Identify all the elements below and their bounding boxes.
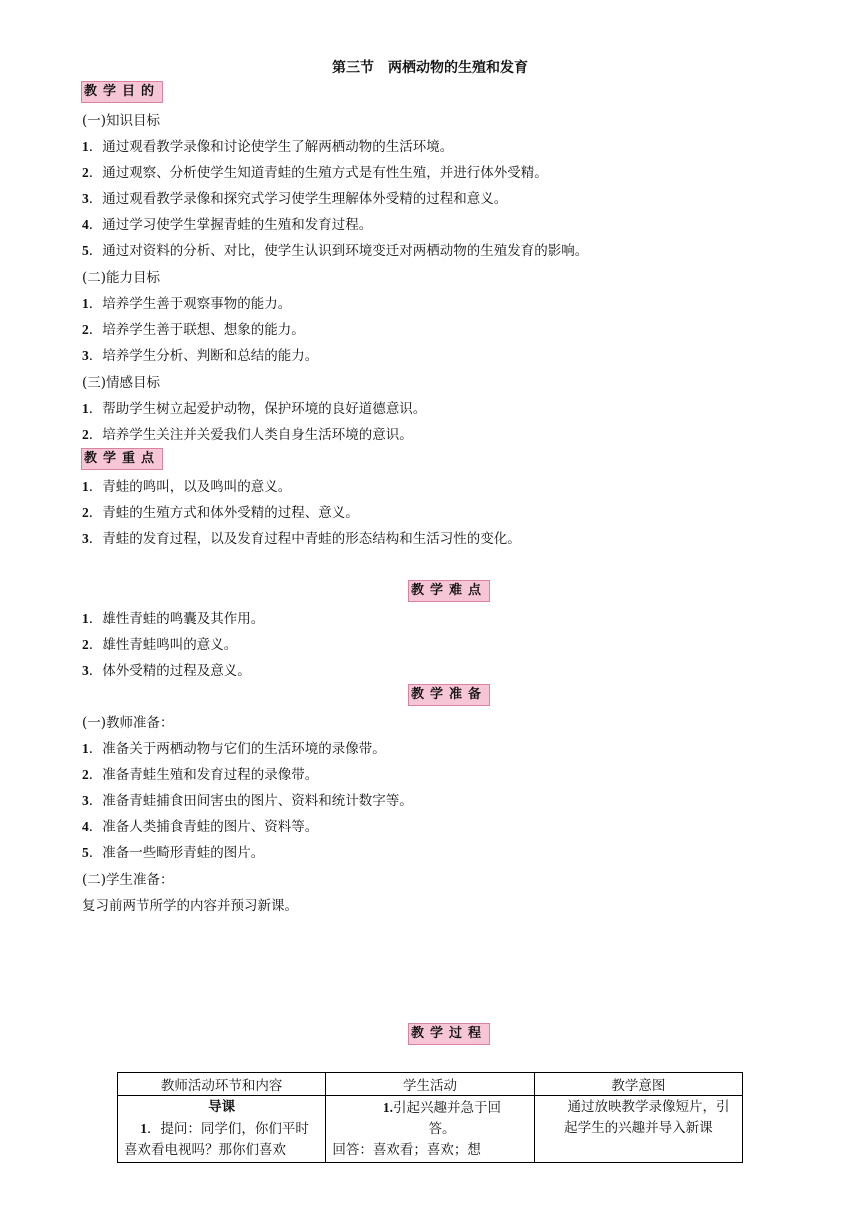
teacher-prep-title: (一)教师准备： bbox=[82, 715, 174, 731]
table-cell-student bbox=[326, 1096, 534, 1163]
list-item: 1．通过观看教学录像和讨论使学生了解两栖动物的生活环境。 bbox=[82, 139, 454, 155]
list-item: 3．准备青蛙捕食田间害虫的图片、资料和统计数字等。 bbox=[82, 793, 413, 809]
heading-key-points: 教学重点 bbox=[81, 448, 163, 470]
student-prep-text: 复习前两节所学的内容并预习新课。 bbox=[82, 898, 298, 914]
list-item: 1．帮助学生树立起爱护动物，保护环境的良好道德意识。 bbox=[82, 401, 427, 417]
emotion-title: (三)情感目标 bbox=[82, 375, 161, 391]
cell-title: 导课 bbox=[208, 1099, 236, 1115]
list-item: 1．青蛙的鸣叫，以及鸣叫的意义。 bbox=[82, 479, 292, 495]
list-item: 3．青蛙的发育过程，以及发育过程中青蛙的形态结构和生活习性的变化。 bbox=[82, 531, 521, 547]
cell-text: 通过放映教学录像短片，引起学生的兴趣并导入新课 bbox=[564, 1099, 730, 1136]
list-item: 3．体外受精的过程及意义。 bbox=[82, 663, 251, 679]
ability-title: (二)能力目标 bbox=[82, 270, 161, 286]
table-cell-teacher bbox=[118, 1096, 326, 1163]
list-item: 1．雄性青蛙的鸣囊及其作用。 bbox=[82, 611, 265, 627]
table-row bbox=[118, 1096, 743, 1163]
column-header: 教师活动环节和内容 bbox=[118, 1073, 326, 1096]
list-item: 2．培养学生善于联想、想象的能力。 bbox=[82, 322, 305, 338]
process-table bbox=[117, 1072, 743, 1163]
list-item: 3．培养学生分析、判断和总结的能力。 bbox=[82, 348, 319, 364]
list-item: 2．通过观察、分析使学生知道青蛙的生殖方式是有性生殖，并进行体外受精。 bbox=[82, 165, 548, 181]
list-item: 1．培养学生善于观察事物的能力。 bbox=[82, 296, 292, 312]
list-item: 3．通过观看教学录像和探究式学习使学生理解体外受精的过程和意义。 bbox=[82, 191, 508, 207]
table-cell-intent bbox=[534, 1096, 742, 1163]
heading-difficulties: 教学难点 bbox=[408, 580, 490, 602]
list-item: 4．准备人类捕食青蛙的图片、资料等。 bbox=[82, 819, 319, 835]
list-item: 4．通过学习使学生掌握青蛙的生殖和发育过程。 bbox=[82, 217, 373, 233]
table-header-row bbox=[118, 1073, 743, 1096]
knowledge-title: (一)知识目标 bbox=[82, 113, 161, 129]
student-prep-title: (二)学生准备： bbox=[82, 872, 174, 888]
list-item: 1．准备关于两栖动物与它们的生活环境的录像带。 bbox=[82, 741, 386, 757]
cell-text: 回答：喜欢看；喜欢；想 bbox=[332, 1142, 481, 1158]
page-title: 第三节 两栖动物的生殖和发育 bbox=[332, 60, 528, 76]
cell-text: 1.引起兴趣并急于回答。 bbox=[382, 1100, 502, 1137]
list-item: 2．准备青蛙生殖和发育过程的录像带。 bbox=[82, 767, 319, 783]
list-item: 2．培养学生关注并关爱我们人类自身生活环境的意识。 bbox=[82, 427, 413, 443]
list-item: 5．通过对资料的分析、对比，使学生认识到环境变迁对两栖动物的生殖发育的影响。 bbox=[82, 243, 589, 259]
list-item: 5．准备一些畸形青蛙的图片。 bbox=[82, 845, 265, 861]
list-item: 2．青蛙的生殖方式和体外受精的过程、意义。 bbox=[82, 505, 359, 521]
list-item: 2．雄性青蛙鸣叫的意义。 bbox=[82, 637, 238, 653]
heading-objectives: 教学目的 bbox=[81, 81, 163, 103]
cell-text: 1．提问：同学们，你们平时喜欢看电视吗？那你们喜欢 bbox=[124, 1121, 309, 1158]
heading-preparation: 教学准备 bbox=[408, 684, 490, 706]
column-header: 学生活动 bbox=[326, 1073, 534, 1096]
column-header: 教学意图 bbox=[534, 1073, 742, 1096]
heading-process: 教学过程 bbox=[408, 1023, 490, 1045]
